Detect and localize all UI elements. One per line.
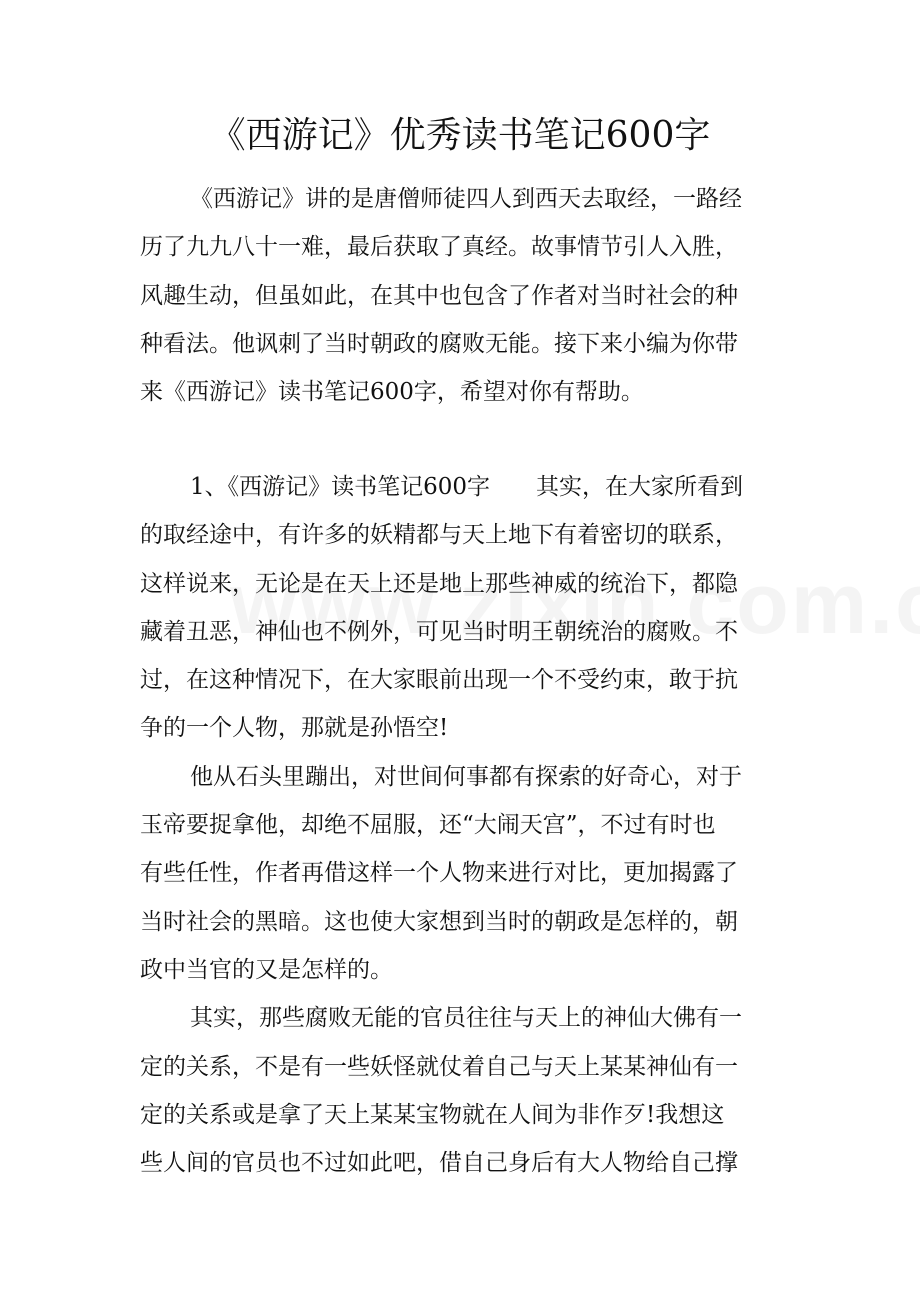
intro-paragraph	[140, 175, 800, 416]
text-line: 过，在这种情况下，在大家眼前出现一个不受约束，敢于抗	[140, 667, 738, 694]
text-line: 来《西游记》读书笔记600字，希望对你有帮助。	[140, 379, 644, 406]
text-line: 历了九九八十一难，最后获取了真经。故事情节引人入胜，	[140, 234, 738, 261]
text-line: 风趣生动，但虽如此，在其中也包含了作者对当时社会的种	[140, 282, 738, 309]
text-line: 当时社会的黑暗。这也使大家想到当时的朝政是怎样的，朝	[140, 908, 738, 935]
text-line: 《西游记》讲的是唐僧师徒四人到西天去取经，一路经	[190, 186, 742, 212]
text-line: 他从石头里蹦出，对世间何事都有探索的好奇心，对于	[190, 763, 742, 790]
text-line: 玉帝要捉拿他，却绝不屈服，还“大闹天宫”，不过有时也	[140, 812, 716, 839]
text-line: 有些任性，作者再借这样一个人物来进行对比，更加揭露了	[140, 860, 738, 887]
text-line: 争的一个人物，那就是孙悟空!	[140, 715, 449, 742]
text-line: 政中当官的又是怎样的。	[140, 956, 393, 983]
text-line: 这样说来，无论是在天上还是地上那些神威的统治下，都隐	[140, 570, 738, 597]
text-line: 其实，那些腐败无能的官员往往与天上的神仙大佛有一	[190, 1005, 742, 1032]
document-title: 《西游记》优秀读书笔记600字	[209, 115, 711, 156]
text-line: 定的关系或是拿了天上某某宝物就在人间为非作歹!我想这	[140, 1101, 725, 1128]
text-line: 种看法。他讽刺了当时朝政的腐败无能。接下来小编为你带	[140, 330, 738, 357]
section-heading-line: 1、《西游记》读书笔记600字 其实，在大家所看到	[190, 474, 744, 500]
text-line: 的取经途中，有许多的妖精都与天上地下有着密切的联系，	[140, 522, 738, 549]
text-line: 定的关系，不是有一些妖怪就仗着自己与天上某某神仙有一	[140, 1053, 738, 1080]
text-line: 些人间的官员也不过如此吧，借自己身后有大人物给自己撑	[140, 1150, 738, 1177]
text-line: 藏着丑恶，神仙也不例外，可见当时明王朝统治的腐败。不	[140, 618, 738, 645]
section-body	[140, 463, 800, 1187]
